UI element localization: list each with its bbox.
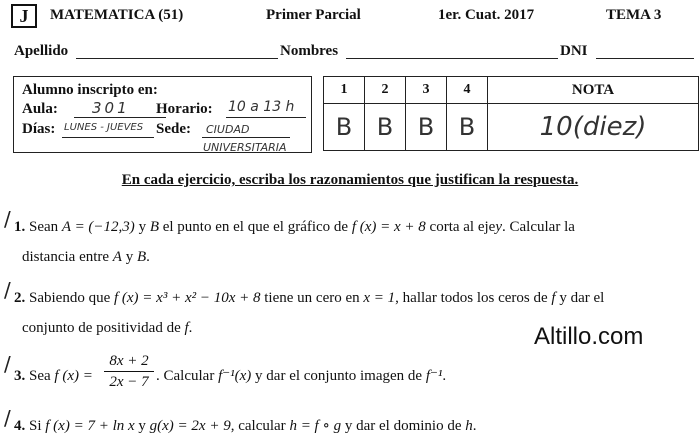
ex2-math-x: x = 1 [363, 290, 396, 306]
sede-value-line1: CIUDAD [206, 123, 250, 136]
ex4-math-f: f (x) = 7 + ln x [45, 418, 135, 434]
check-mark-2: / [4, 278, 11, 302]
ex1-text: . Calcular la [502, 219, 575, 235]
check-mark-1: / [4, 207, 11, 231]
tema-label: TEMA 3 [606, 7, 662, 23]
ex2-math-f3: f [184, 320, 189, 336]
ex1-text: y [138, 219, 147, 235]
ex4-text: Si [29, 418, 42, 434]
ex1-text: distancia entre [22, 249, 110, 265]
ex3-text: . [442, 368, 447, 384]
exam-title: Primer Parcial [266, 7, 361, 23]
apellido-label: Apellido [14, 43, 69, 59]
ex2-text: Sabiendo que [29, 290, 111, 306]
ex1-math-b2: B [136, 249, 147, 265]
ex2-math-f: f (x) = x³ + x² − 10x + 8 [113, 290, 261, 306]
grade-mark-2: B [365, 104, 406, 151]
grades-value-row [324, 104, 699, 151]
dias-label: Días: [22, 121, 56, 137]
subject-title: MATEMATICA (51) [50, 7, 184, 23]
ex1-math-b: B [149, 219, 159, 235]
ex1-text: Sean [29, 219, 59, 235]
grade-header-4: 4 [447, 77, 488, 104]
ex2-text: tiene un cero en [264, 290, 360, 306]
exercise-1-line2 [22, 248, 150, 266]
ex3-text: . Calcular [156, 368, 215, 384]
ex3-text: y dar el conjunto imagen de [255, 368, 423, 384]
grade-mark-1: B [324, 104, 365, 151]
aula-value: 301 [92, 99, 130, 117]
exam-period: 1er. Cuat. 2017 [438, 7, 535, 23]
sede-value-line2: UNIVERSITARIA [203, 141, 287, 154]
nombres-label: Nombres [280, 43, 339, 59]
exercise-1-number: 1. [14, 219, 26, 235]
ex3-math-f: f (x) = [54, 368, 93, 384]
ex2-math-f2: f [551, 290, 556, 306]
ex4-math-h: h = f ∘ g [289, 418, 342, 434]
horario-label: Horario: [156, 101, 213, 117]
ex3-fraction-denominator: 2x − 7 [109, 374, 149, 390]
student-box-title: Alumno inscripto en: [22, 82, 158, 98]
ex1-math-f: f (x) = x + 8 [351, 219, 426, 235]
ex1-math-a: A = (−12,3) [61, 219, 135, 235]
ex4-text: y [138, 418, 146, 434]
nota-value: 10(diez) [488, 104, 699, 151]
ex2-text: , hallar todos los ceros de [395, 290, 548, 306]
ex2-text: . [188, 320, 193, 336]
exercise-3 [14, 367, 93, 385]
ex4-text: y dar el dominio de [344, 418, 462, 434]
ex4-math-h2: h [465, 418, 473, 434]
ex3-fraction [104, 352, 154, 391]
ex2-text: conjunto de positividad de [22, 320, 181, 336]
exercise-2 [14, 289, 694, 307]
apellido-field[interactable] [76, 58, 278, 59]
grade-header-1: 1 [324, 77, 365, 104]
check-mark-3: / [4, 352, 11, 376]
ex2-text: y dar el [559, 290, 605, 306]
ex3-math-finv2: f⁻¹ [425, 368, 443, 384]
watermark: Altillo.com [534, 323, 644, 350]
nota-header: NOTA [488, 77, 699, 104]
exercise-2-number: 2. [14, 290, 26, 306]
ex3-text: Sea [29, 368, 51, 384]
ex4-text: . [472, 418, 477, 434]
ex3-math-finv: f⁻¹(x) [218, 368, 252, 384]
ex1-text: y [125, 249, 134, 265]
exercise-4-number: 4. [14, 418, 26, 434]
instruction: En cada ejercicio, escriba los razonamientos que justifican la respuesta. [121, 172, 579, 188]
ex1-math-a2: A [112, 249, 122, 265]
tema-code: J [19, 6, 29, 26]
check-mark-4: / [4, 406, 11, 430]
exercise-2-line2 [22, 319, 192, 337]
exercise-4 [14, 417, 694, 435]
grade-mark-3: B [406, 104, 447, 151]
exercise-3-rest [156, 367, 446, 385]
grade-mark-4: B [447, 104, 488, 151]
dni-field[interactable] [596, 58, 694, 59]
ex1-text: corta al eje [429, 219, 496, 235]
grades-header-row [324, 77, 699, 104]
dias-line [62, 137, 154, 138]
tema-code-box [11, 4, 37, 28]
nombres-field[interactable] [346, 58, 558, 59]
aula-line [74, 117, 166, 118]
ex1-math-y: y [495, 219, 503, 235]
exercise-3-number: 3. [14, 368, 26, 384]
dni-label: DNI [560, 43, 588, 59]
ex4-text: , calcular [230, 418, 286, 434]
horario-line [226, 117, 306, 118]
sede-label: Sede: [156, 121, 191, 137]
ex1-text: el punto en el que el gráfico de [162, 219, 349, 235]
aula-label: Aula: [22, 101, 58, 117]
ex4-math-g: g(x) = 2x + 9 [149, 418, 231, 434]
exercise-1 [14, 218, 694, 236]
ex1-text: . [146, 249, 150, 265]
dias-value: LUNES - JUEVES [64, 122, 144, 133]
grade-header-3: 3 [406, 77, 447, 104]
ex3-fraction-numerator: 8x + 2 [104, 352, 154, 372]
sede-line [202, 137, 290, 138]
grades-table [323, 76, 699, 151]
grade-header-2: 2 [365, 77, 406, 104]
horario-value: 10 a 13 h [228, 99, 295, 115]
